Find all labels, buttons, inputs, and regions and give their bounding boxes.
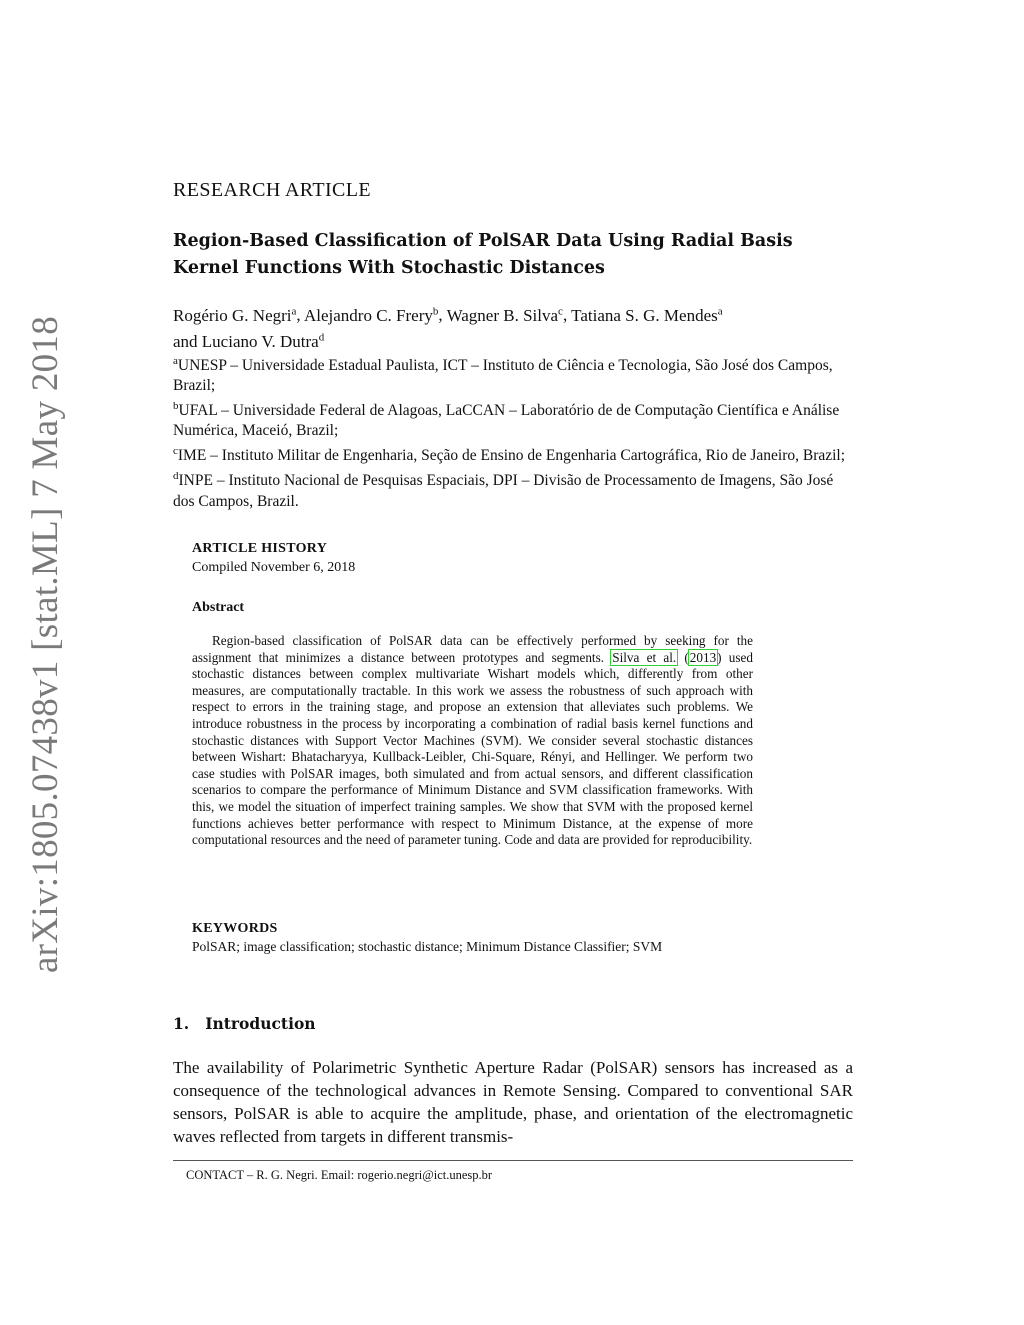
keywords	[192, 921, 753, 955]
author-list: Rogério G. Negri$^a$, Alejandro C. Frery$^b$, Wagner B. Silva$^c$, Tatiana S. G. Mendes$^a$ and Luciano V. Dutra$^d$	[173, 305, 723, 352]
paper-title: Region-Based Classification of PolSAR Data Using Radial Basis Kernel Functions With Stochastic Distances	[173, 231, 793, 278]
introduction-paragraph: The availability of Polarimetric Synthetic Aperture Radar (PolSAR) sensors has increased as a consequence of the technological advances in Remote Sensing. Compared to conventional SAR sensors, PolSAR is able to acquire the amplitude, phase, and orientation of the electromagnetic waves reflected from targets in different transmis-	[173, 1058, 853, 1146]
section-title: Introduction	[205, 1014, 316, 1033]
keywords-text: PolSAR; image classification; stochastic distance; Minimum Distance Classifier; SVM	[192, 939, 663, 954]
contact-footnote: CONTACT – R. G. Negri. Email: rogerio.negri@ict.unesp.br	[186, 1168, 493, 1182]
article-history	[192, 541, 355, 576]
article-type: RESEARCH ARTICLE	[173, 179, 371, 201]
arxiv-id: arXiv:1805.07438v1 [stat.ML] 7 May 2018	[25, 315, 67, 973]
affiliation: $^c$IME – Instituto Militar de Engenharia, Seção de Ensino de Engenharia Cartográfica, Rio de Janeiro, Brazil;	[173, 445, 846, 465]
footnote-divider	[173, 1160, 853, 1161]
section-number: 1.	[173, 1014, 190, 1033]
keywords-label: KEYWORDS	[192, 921, 278, 936]
affiliation: $^d$INPE – Instituto Nacional de Pesquisas Espaciais, DPI – Divisão de Processamento de Imagens, São José dos Campos, Brazil.	[173, 470, 834, 510]
compiled-date: Compiled November 6, 2018	[192, 560, 356, 575]
section-heading	[173, 1014, 316, 1033]
abstract-label: Abstract	[192, 600, 245, 615]
citation-link-authors[interactable]: Silva et al.	[612, 649, 677, 665]
affiliation: $^a$UNESP – Universidade Estadual Paulista, ICT – Instituto de Ciência e Tecnologia, São José dos Campos, Brazil;	[173, 355, 833, 395]
affiliation: $^b$UFAL – Universidade Federal de Alagoas, LaCCAN – Laboratório de de Computação Científica e Análise Numérica, Maceió, Brazil;	[173, 400, 840, 440]
affiliation-list	[173, 351, 858, 512]
author: Wagner B. Silva$^c$	[446, 305, 563, 325]
author: Rogério G. Negri$^a$	[173, 305, 297, 325]
abstract-text: Region-based classification of PolSAR data can be effectively performed by seeking for the assignment that minimizes a distance between prototypes and segments. Silva et al. (2013) used stochastic distances between complex multivariate Wishart models which, differently from other measures, are computationally tractable. In this work we assess the robustness of such approach with respect to errors in the training stage, and propose an extension that alleviates such problems. We introduce robustness in the process by incorporating a combination of radial basis kernel functions and stochastic distances with Support Vector Machines (SVM). We consider several stochastic distances between Wishart: Bhatacharyya, Kullback-Leibler, Chi-Square, Rényi, and Hellinger. We perform two case studies with PolSAR images, both simulated and from actual sensors, and different classification scenarios to compare the performance of Minimum Distance and SVM classification frameworks. With this, we model the situation of imperfect training samples. We show that SVM with the proposed kernel functions achieves better performance with respect to Minimum Distance, at the expense of more computational resources and the need of parameter tuning. Code and data are provided for reproducibility.	[192, 633, 753, 848]
arxiv-watermark	[20, 315, 72, 973]
author: Alejandro C. Frery$^b$	[303, 305, 439, 325]
author: Tatiana S. G. Mendes$^a$	[571, 305, 723, 325]
author: and Luciano V. Dutra$^d$	[173, 331, 325, 352]
citation-link-year[interactable]: 2013	[689, 649, 717, 665]
history-label: ARTICLE HISTORY	[192, 541, 328, 556]
